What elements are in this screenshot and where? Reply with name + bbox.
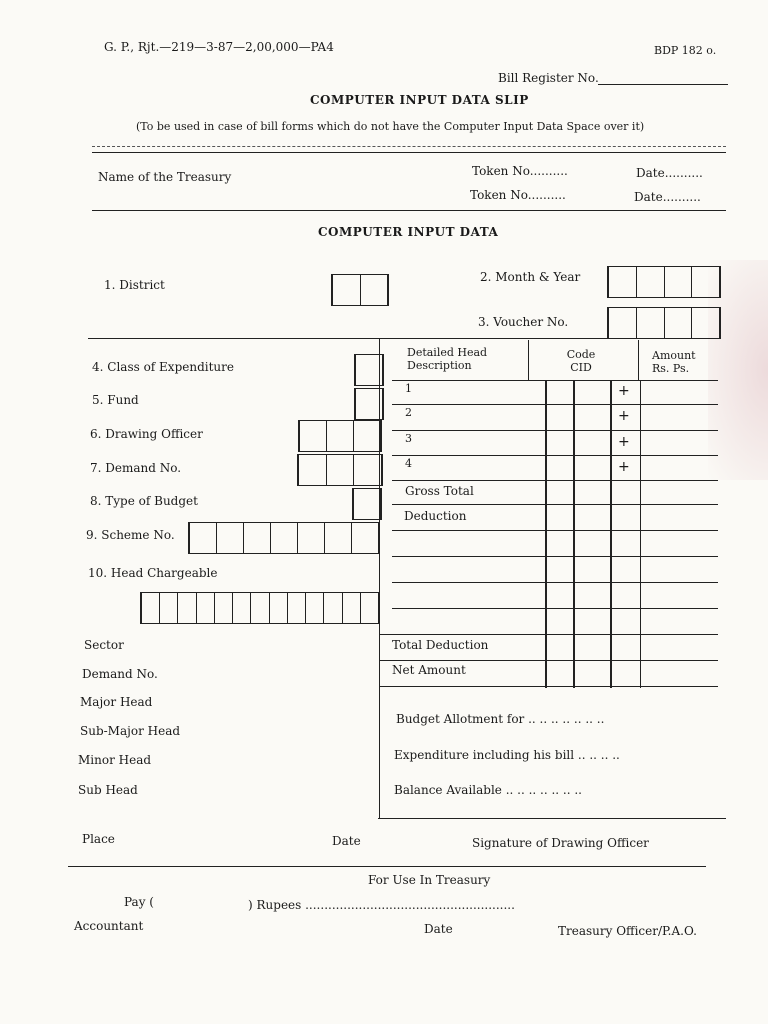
table-header-description: Detailed Head Description — [407, 346, 488, 372]
table-header-code: Code CID — [566, 348, 596, 374]
plus-sign-1: + — [618, 383, 630, 399]
table-hline-1 — [392, 404, 718, 405]
expenditure-including-bill: Expenditure including his bill .. .. .. .. — [394, 748, 620, 762]
treasury-officer-label: Treasury Officer/P.A.O. — [558, 924, 697, 938]
district-boxes[interactable] — [331, 274, 389, 306]
month-year-boxes[interactable] — [607, 266, 721, 298]
date-label: Date — [332, 834, 361, 848]
sub-major-head-label: Sub-Major Head — [80, 724, 181, 738]
sector-label: Sector — [84, 638, 124, 652]
token-no-1: Token No.......... — [472, 164, 568, 178]
major-head-label: Major Head — [80, 695, 153, 709]
rupees-label: ) Rupees ....................................................... — [248, 898, 515, 912]
divider-top — [92, 146, 726, 147]
accountant-label: Accountant — [74, 919, 144, 933]
form-title: COMPUTER INPUT DATA SLIP — [310, 93, 529, 107]
minor-head-label: Minor Head — [78, 753, 152, 767]
table-hline-0 — [392, 380, 718, 381]
column-divider — [379, 339, 380, 819]
net-amount-label: Net Amount — [392, 663, 466, 677]
table-header-amount: Amount — [652, 349, 696, 362]
table-vline-header-1 — [528, 340, 529, 380]
table-row-number-3: 3 — [405, 432, 412, 445]
table-hline-12 — [380, 686, 718, 687]
table-row-number-2: 2 — [405, 406, 412, 419]
form-number: BDP 182 o. — [654, 44, 717, 57]
print-reference: G. P., Rjt.—219—3-87—2,00,000—PA4 — [104, 40, 334, 54]
bill-register-label: Bill Register No. — [498, 71, 599, 85]
divider-main — [88, 338, 720, 339]
sub-head-label: Sub Head — [78, 783, 138, 797]
table-hline-11 — [380, 660, 718, 661]
table-hline-7 — [392, 556, 718, 557]
type-budget-box[interactable] — [352, 488, 382, 520]
form-subtitle: (To be used in case of bill forms which do not have the Computer Input Data Space over it) — [136, 120, 645, 133]
head-chargeable-boxes[interactable] — [140, 592, 380, 624]
divider-budget — [378, 818, 726, 819]
bill-register-line — [598, 84, 728, 85]
table-hline-3 — [392, 455, 718, 456]
token-no-2: Token No.......... — [470, 188, 566, 202]
drawing-officer-boxes[interactable] — [298, 420, 382, 452]
drawing-officer-signature: Signature of Drawing Officer — [472, 836, 649, 850]
divider-treasury — [92, 210, 726, 211]
date-2: Date.......... — [634, 190, 701, 204]
table-row-number-1: 1 — [405, 382, 412, 395]
table-hline-2 — [392, 430, 718, 431]
drawing-officer-label: 6. Drawing Officer — [90, 427, 203, 441]
head-demand-label: Demand No. — [82, 667, 158, 681]
place-label: Place — [82, 832, 115, 846]
table-hline-6 — [392, 530, 718, 531]
demand-no-label: 7. Demand No. — [90, 461, 182, 475]
section-title: COMPUTER INPUT DATA — [318, 225, 499, 239]
voucher-label: 3. Voucher No. — [478, 315, 569, 329]
deduction-label: Deduction — [404, 509, 467, 523]
district-label: 1. District — [104, 278, 165, 292]
table-vline-code-3 — [610, 380, 612, 688]
for-use-in-treasury: For Use In Treasury — [368, 873, 491, 887]
table-hline-10 — [380, 634, 718, 635]
head-chargeable-label: 10. Head Chargeable — [88, 566, 218, 580]
table-vline-header-2 — [638, 340, 639, 380]
plus-sign-3: + — [618, 434, 630, 450]
demand-no-boxes[interactable] — [297, 454, 383, 486]
class-expenditure-label: 4. Class of Expenditure — [92, 360, 234, 374]
balance-available: Balance Available .. .. .. .. .. .. .. — [394, 783, 582, 797]
pay-label: Pay ( — [124, 895, 154, 909]
fund-label: 5. Fund — [92, 393, 139, 407]
divider-top-2 — [92, 152, 726, 153]
table-vline-amount — [640, 380, 641, 688]
voucher-boxes[interactable] — [607, 307, 721, 339]
plus-sign-4: + — [618, 459, 630, 475]
month-year-label: 2. Month & Year — [480, 270, 581, 284]
divider-footer — [68, 866, 706, 867]
table-vline-code-2 — [573, 380, 575, 688]
date-1: Date.......... — [636, 166, 703, 180]
table-header-rs-ps: Rs. Ps. — [652, 362, 690, 375]
treasury-date-label: Date — [424, 922, 453, 936]
type-budget-label: 8. Type of Budget — [90, 494, 198, 508]
plus-sign-2: + — [618, 408, 630, 424]
table-hline-8 — [392, 582, 718, 583]
treasury-name-label: Name of the Treasury — [98, 170, 232, 184]
scheme-no-label: 9. Scheme No. — [86, 528, 175, 542]
table-hline-9 — [392, 608, 718, 609]
table-hline-5 — [392, 504, 718, 505]
total-deduction-label: Total Deduction — [392, 638, 489, 652]
table-row-number-4: 4 — [405, 457, 412, 470]
table-vline-code-1 — [545, 380, 547, 688]
gross-total-label: Gross Total — [405, 484, 474, 498]
budget-allotment: Budget Allotment for .. .. .. .. .. .. .. — [396, 712, 605, 726]
scheme-no-boxes[interactable] — [188, 522, 380, 554]
table-hline-4 — [392, 480, 718, 481]
